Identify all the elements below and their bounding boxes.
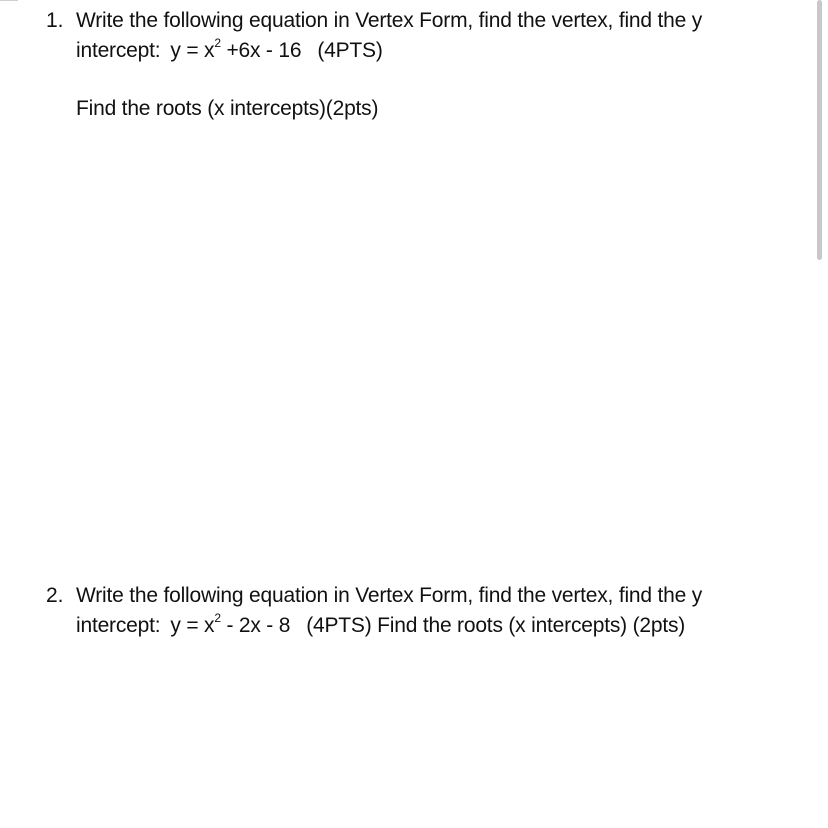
- vertical-scrollbar[interactable]: [817, 0, 822, 260]
- question-1-line-1: Write the following equation in Vertex Form, find the vertex, find the y: [76, 9, 703, 32]
- question-1-points: (4PTS): [317, 39, 383, 62]
- question-1-line-2: [76, 38, 383, 64]
- question-1-equation-start: y = x: [170, 39, 215, 62]
- question-2-number: 2.: [46, 584, 64, 607]
- question-1-subquestion: Find the roots (x intercepts)(2pts): [76, 97, 379, 120]
- question-2-line-2: [76, 613, 685, 639]
- question-2-intercept-label: intercept:: [76, 614, 161, 637]
- question-1-exponent: 2: [214, 36, 221, 50]
- question-2-equation-end: - 2x - 8: [220, 614, 291, 637]
- question-2-points: (4PTS) Find the roots (x intercepts) (2pts): [306, 614, 686, 637]
- question-1-number: 1.: [46, 9, 64, 32]
- question-1-intercept-label: intercept:: [76, 39, 161, 62]
- question-1-equation-end: +6x - 16: [220, 39, 302, 62]
- question-2-equation-start: y = x: [170, 614, 215, 637]
- page-corner-edge: [0, 0, 18, 7]
- question-2-exponent: 2: [214, 611, 221, 625]
- question-2-line-1: Write the following equation in Vertex Form, find the vertex, find the y: [76, 584, 703, 607]
